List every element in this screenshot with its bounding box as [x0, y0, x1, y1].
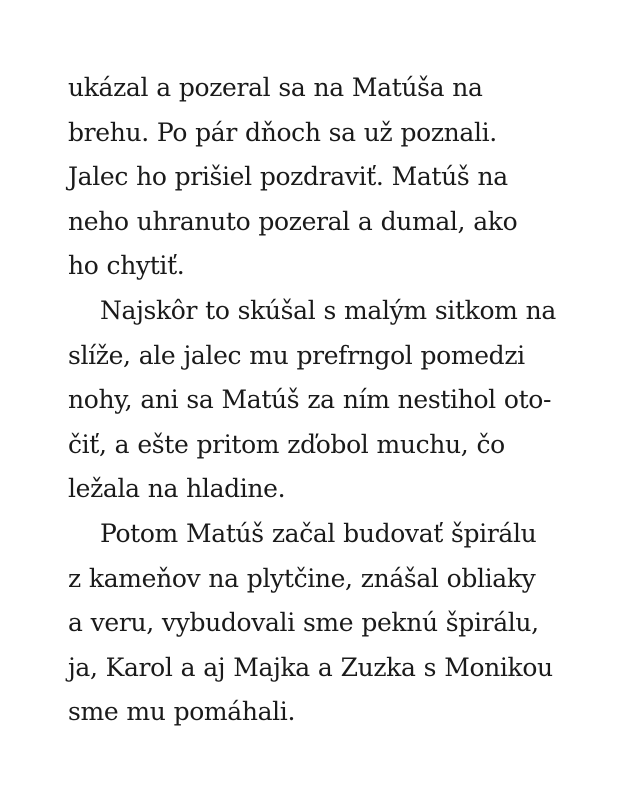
text-line: ja, Karol a aj Majka a Zuzka s Monikou	[68, 652, 553, 682]
text-line: ho chytiť.	[68, 251, 185, 281]
text-line: z kameňov na plytčine, znášal obliaky	[68, 563, 536, 593]
text-line: ukázal a pozeral sa na Matúša na	[68, 73, 483, 102]
paragraph-start-line: Najskôr to skúšal s malým sitkom na	[100, 295, 556, 325]
text-line: ležala na hladine.	[68, 474, 286, 504]
body-text	[68, 66, 598, 735]
text-line: sme mu pomáhali.	[68, 697, 296, 727]
text-line: a veru, vybudovali sme peknú špirálu,	[68, 608, 539, 638]
text-line: nohy, ani sa Matúš za ním nestihol oto-	[68, 385, 552, 415]
text-line: neho uhranuto pozeral a dumal, ako	[68, 206, 518, 236]
text-line: slíže, ale jalec mu prefrngol pomedzi	[68, 340, 525, 370]
text-line: čiť, a ešte pritom zďobol muchu, čo	[68, 429, 505, 459]
text-line: Jalec ho prišiel pozdraviť. Matúš na	[68, 162, 508, 192]
text-line: brehu. Po pár dňoch sa už poznali.	[68, 117, 497, 147]
paragraph-start-line: Potom Matúš začal budovať špirálu	[100, 518, 537, 548]
